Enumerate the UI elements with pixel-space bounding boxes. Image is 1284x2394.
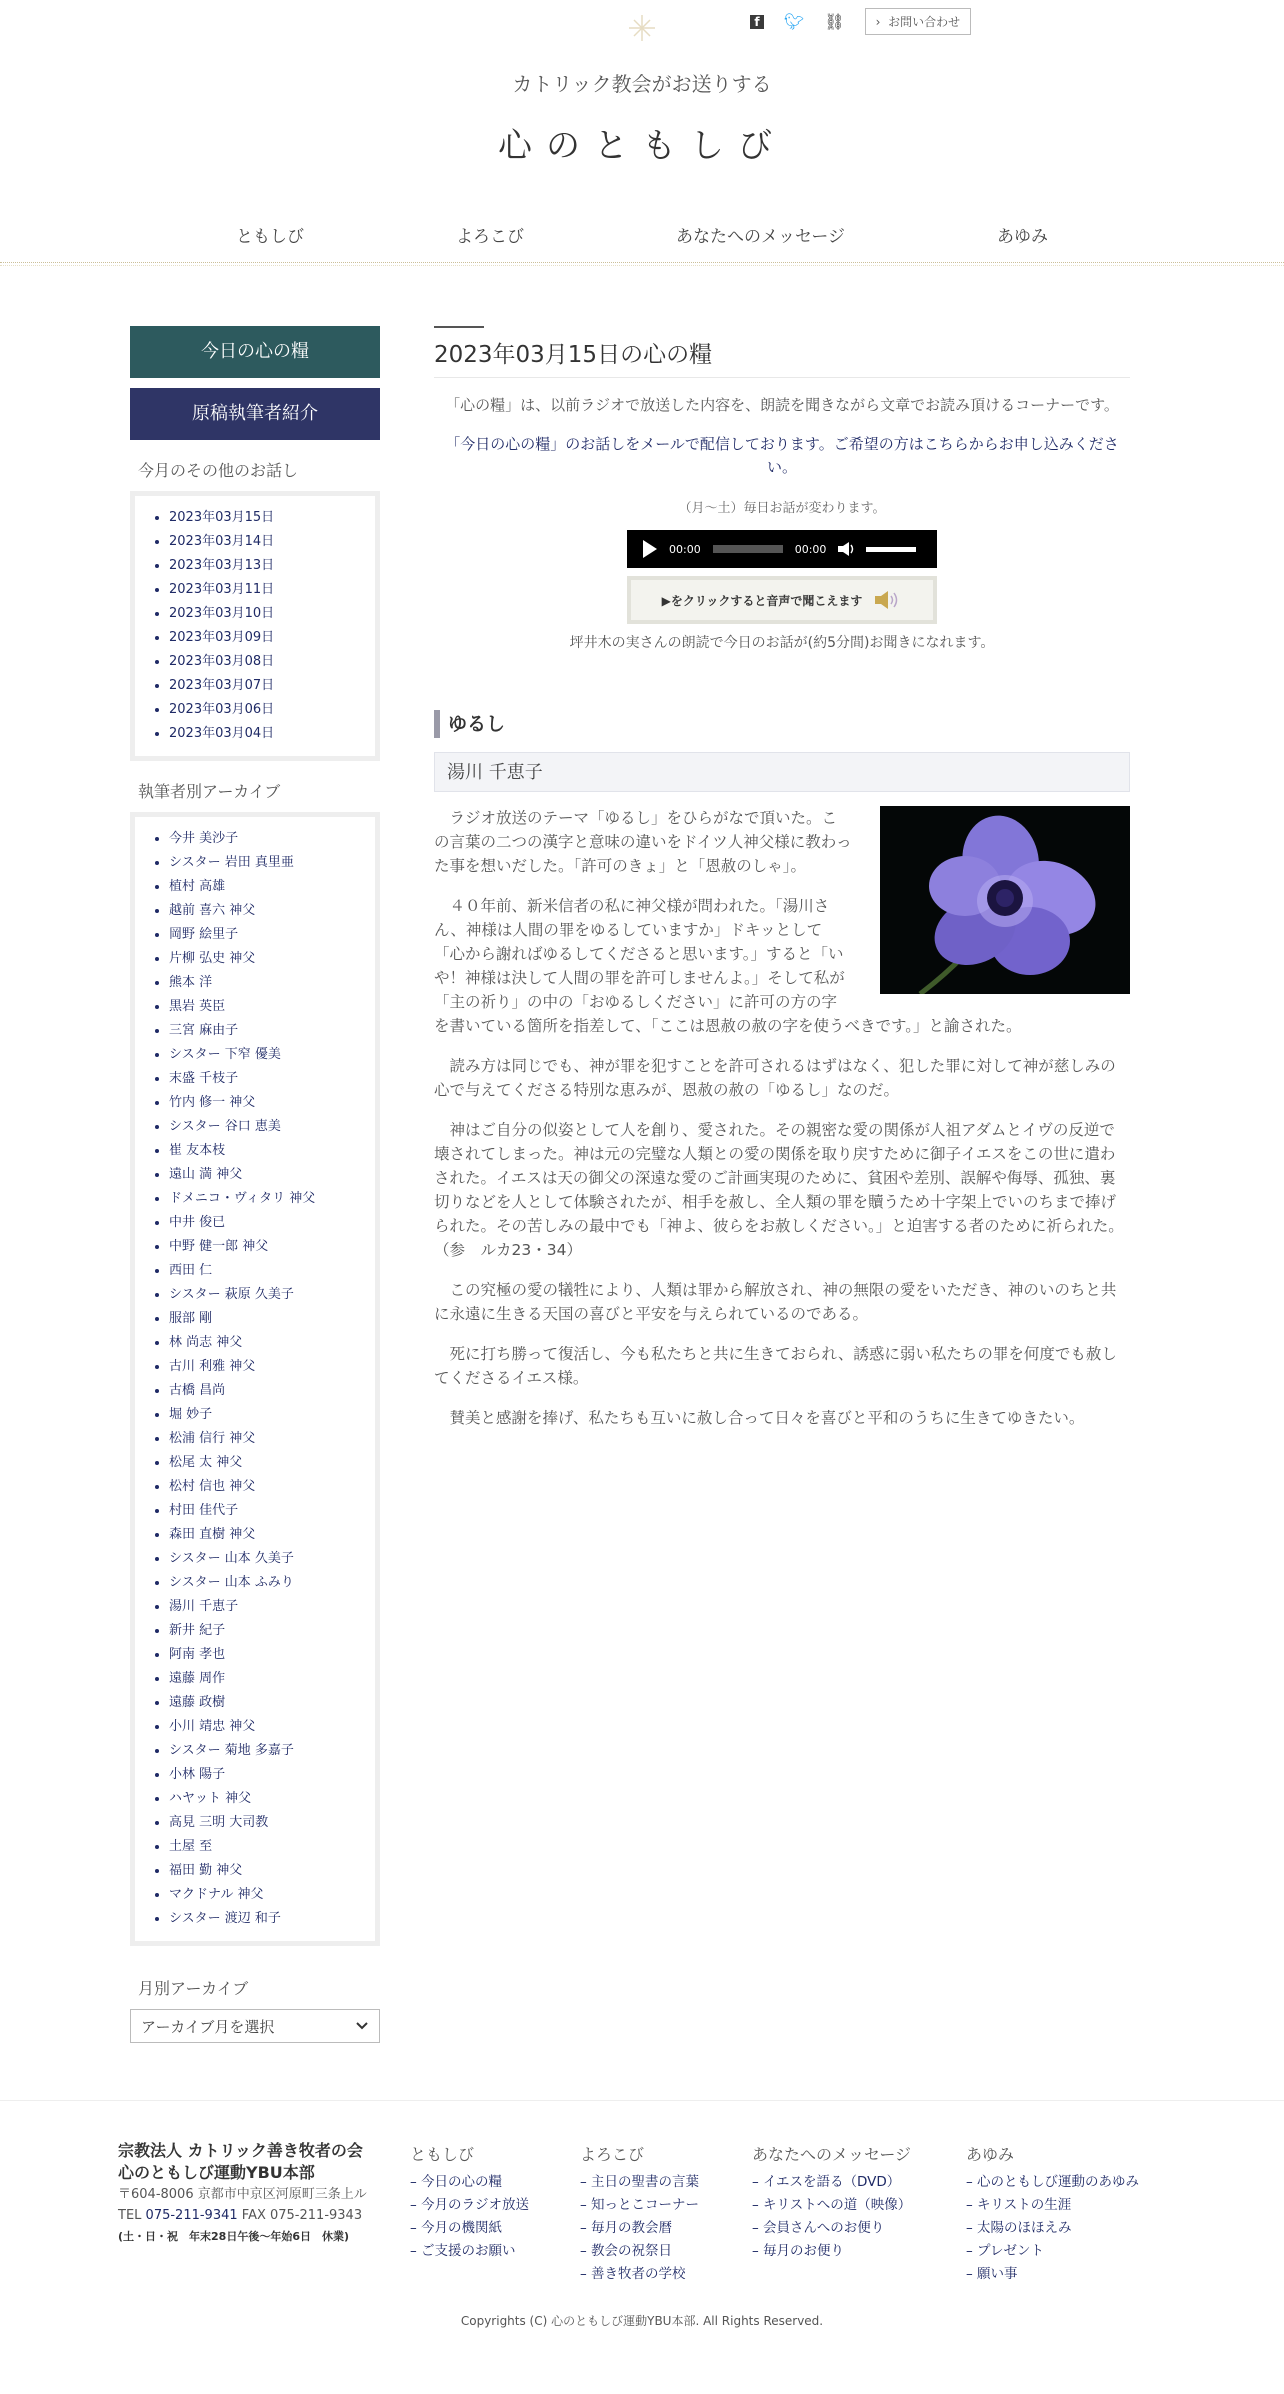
tel-link[interactable]: 075-211-9341 [145,2208,238,2223]
author-link[interactable]: • 中井 俊已 [169,1211,365,1235]
footer-link-label: 会員さんへのお便り [763,2220,885,2236]
mail-subscribe-link[interactable]: 「今日の心の糧」のお話しをメールで配信しております。ご希望の方はこちらからお申し込みください。 [445,435,1119,476]
dash-bullet: – [410,2243,422,2259]
author-link[interactable]: • 古川 利雅 神父 [169,1355,365,1379]
author-link[interactable]: • 竹内 修一 神父 [169,1091,365,1115]
article-paragraph: ラジオ放送のテーマ「ゆるし」をひらがなで頂いた。この言葉の二つの漢字と意味の違いをドイツ人神父様に教わった事を想いだした。「許可のきょ」と「恩赦のしゃ」。 [434,809,852,875]
anemone-photo [880,806,1130,994]
authors-intro-button[interactable]: 原稿執筆者紹介 [130,388,380,440]
author-link[interactable]: • 松尾 太 神父 [169,1451,365,1475]
title-rule [434,326,484,328]
dash-bullet: – [752,2220,764,2236]
twitter-icon[interactable]: 🐦︎ [784,12,805,31]
archive-select[interactable] [130,2009,380,2043]
date-link[interactable]: • 2023年03月07日 [169,674,365,698]
site-title[interactable]: 心のともしび [498,126,786,166]
footer-link-label: 心のともしび運動のあゆみ [977,2174,1140,2190]
date-link[interactable]: • 2023年03月11日 [169,578,365,602]
footer-column [410,2142,529,2263]
contact-label: お問い合わせ [888,15,961,29]
author-link[interactable]: • 植村 高雄 [169,875,365,899]
footer-link-label: 毎月の教会暦 [591,2220,673,2236]
author-link[interactable]: • シスター 山本 ふみり [169,1571,365,1595]
date-link[interactable]: • 2023年03月13日 [169,554,365,578]
section-title: ゆるし [434,710,1130,738]
footer-link[interactable] [752,2194,911,2217]
play-icon[interactable] [643,540,657,558]
author-link[interactable]: • 小林 陽子 [169,1763,365,1787]
author-link[interactable]: • 福田 勤 神父 [169,1859,365,1883]
top-bar [0,0,1284,40]
footer-link[interactable] [410,2240,529,2263]
author-link[interactable]: • 熊本 洋 [169,971,365,995]
footer-link[interactable] [410,2194,529,2217]
org-address: 〒604-8006 京都市中京区河原町三条上ル [118,2187,367,2202]
footer-link[interactable] [580,2217,699,2240]
footer-column-heading[interactable]: あなたへのメッセージ [752,2145,912,2164]
footer-column-heading[interactable]: よろこび [580,2145,645,2164]
nav-divider-2 [0,265,1284,266]
holiday-note: (土・日・祝 年末28日午後〜年始6日 休業) [118,2230,350,2243]
author-link[interactable]: • 湯川 千恵子 [169,1595,365,1619]
date-link[interactable]: • 2023年03月08日 [169,650,365,674]
link-icon[interactable]: ⛓︎ [824,12,845,31]
nav-divider [0,262,1284,263]
footer-link-label: 今月の機関紙 [421,2220,503,2236]
footer-link-label: 太陽のほほえみ [977,2220,1072,2236]
footer-link-label: 今月のラジオ放送 [421,2197,530,2213]
author-link[interactable]: • 土屋 至 [169,1835,365,1859]
footer-link-label: 教会の祝祭日 [591,2243,673,2259]
dash-bullet: – [580,2266,592,2282]
fax: FAX 075-211-9343 [241,2208,363,2223]
page-title: 2023年03月15日の心の糧 [434,336,1130,378]
dash-bullet: – [752,2243,764,2259]
progress-bar[interactable] [713,545,783,553]
org-tel [118,2205,388,2226]
site-subtitle: カトリック教会がお送りする [512,72,772,96]
dash-bullet: – [966,2174,978,2190]
author-link[interactable]: • 森田 直樹 神父 [169,1523,365,1547]
date-list-box [130,491,380,761]
volume-slider[interactable] [866,547,916,552]
author-link[interactable]: • シスター 山本 久美子 [169,1547,365,1571]
footer-column-heading[interactable]: あゆみ [966,2145,1015,2164]
footer-link[interactable] [410,2217,529,2240]
dash-bullet: – [410,2174,422,2190]
footer-link[interactable] [580,2240,699,2263]
date-link[interactable]: • 2023年03月09日 [169,626,365,650]
dash-bullet: – [580,2174,592,2190]
footer-link-label: キリストへの道（映像） [763,2197,912,2213]
article-paragraph: この究極の愛の犠牲により、人類は罪から解放され、神の無限の愛をいただき、神のいのちと共に永遠に生きる天国の喜びと平安を与えられているのである。 [434,1281,1117,1323]
schedule-note: （月～土）毎日お話が変わります。 [678,501,886,516]
article-paragraph: 神はご自分の似姿として人を創り、愛された。その親密な愛の関係が人祖アダムとイヴの反逆で壊されてしまった。神は元の完璧な人類との愛の関係を取り戻すために御子イエスをこの世に遣わされた。イエスは天の御父の深遠な愛のご計画実現のために、貧困や差別、誤解や侮辱、孤独、裏切りなどを人として体験されたが、相手を赦し、全人類の罪を贖うため十字架上でいのちまで捧げられた。その苦しみの最中でも「神よ、彼らをお赦しください。」と迫害する者のために祈られた。（参 ルカ23・34） [434,1121,1124,1259]
author-name: 湯川 千恵子 [434,752,1130,792]
author-link[interactable]: • 三宮 麻由子 [169,1019,365,1043]
author-link[interactable]: • 村田 佳代子 [169,1499,365,1523]
reader-note: 坪井木の実さんの朗読で今日のお話が(約5分間)お聞きになれます。 [569,635,995,651]
author-link[interactable]: • 遠山 満 神父 [169,1163,365,1187]
author-link[interactable]: • 崔 友本枝 [169,1139,365,1163]
footer-column [752,2142,911,2263]
footer-link-label: ご支援のお願い [421,2243,516,2259]
author-link[interactable]: • シスター 岩田 真里亜 [169,851,365,875]
author-link[interactable]: • 古橋 昌尚 [169,1379,365,1403]
main-content [434,326,1130,1446]
footer-link[interactable] [580,2194,699,2217]
footer-link[interactable] [752,2217,911,2240]
nav-tomoshibi[interactable]: ともしび [236,227,304,247]
month-heading: 今月のその他のお話し [138,461,299,480]
author-link[interactable]: • 堀 妙子 [169,1403,365,1427]
author-link[interactable]: • 高見 三明 大司教 [169,1811,365,1835]
footer-link[interactable] [966,2171,1139,2194]
dash-bullet: – [966,2243,978,2259]
author-link[interactable]: • 岡野 絵里子 [169,923,365,947]
duration: 00:00 [794,542,827,556]
tel-label: TEL [118,2208,142,2223]
article-paragraph: 賛美と感謝を捧げ、私たちも互いに赦し合って日々を喜びと平和のうちに生きてゆきたい。 [449,1409,1085,1427]
listen-hint-text: ▶をクリックすると音声で聞こえます [661,593,863,608]
author-link[interactable]: • シスター 渡辺 和子 [169,1907,365,1931]
author-link[interactable]: • 新井 紀子 [169,1619,365,1643]
footer-column [580,2142,699,2286]
author-link[interactable]: • 松浦 信行 神父 [169,1427,365,1451]
footer-link-label: プレゼント [977,2243,1045,2259]
author-link[interactable]: • 末盛 千枝子 [169,1067,365,1091]
footer-divider [0,2100,1284,2101]
nav-yorokobi[interactable]: よろこび [456,227,524,247]
author-link[interactable]: • シスター 谷口 恵美 [169,1115,365,1139]
article-paragraph: ４０年前、新米信者の私に神父様が問われた。「湯川さん、神様は人間の罪をゆるしていますか」ドキッとして「心から謝ればゆるしてくださると思います。」すると「いや！神様は決して人間の罪を許可しませんよ。」そして私が「主の祈り」の中の「おゆるしください」に許可の方の字を書いている箇所を指差して、「ここは恩赦の赦の字を使うべきです。」と諭された。 [434,897,1022,1035]
date-link[interactable]: • 2023年03月15日 [169,506,365,530]
org-subname: 心のともしび運動YBU本部 [118,2163,315,2182]
author-link[interactable]: • マクドナル 神父 [169,1883,365,1907]
author-link[interactable]: • 黒岩 英臣 [169,995,365,1019]
dash-bullet: – [410,2220,422,2236]
audio-player [627,530,937,568]
intro-text: 「心の糧」は、以前ラジオで放送した内容を、朗読を聞きながら文章でお読み頂けるコーナーです。 [445,396,1119,414]
dash-bullet: – [580,2243,592,2259]
footer-link[interactable] [752,2171,911,2194]
dash-bullet: – [752,2174,764,2190]
speaker-icon [872,588,902,612]
author-link[interactable]: • シスター 菊地 多嘉子 [169,1739,365,1763]
footer-org [118,2140,388,2248]
author-link[interactable]: • 越前 喜六 神父 [169,899,365,923]
dash-bullet: – [580,2197,592,2213]
date-link[interactable]: • 2023年03月04日 [169,722,365,746]
author-link[interactable]: • ハヤット 神父 [169,1787,365,1811]
author-link[interactable]: • 小川 靖忠 神父 [169,1715,365,1739]
chevron-down-icon [355,2021,369,2031]
author-link[interactable]: • 阿南 孝也 [169,1643,365,1667]
footer-link[interactable] [966,2194,1139,2217]
global-nav [0,222,1284,247]
author-list [135,827,365,1931]
footer-link-label: 願い事 [977,2266,1018,2282]
article-paragraph: 死に打ち勝って復活し、今も私たちと共に生きておられ、誘惑に弱い私たちの罪を何度でも赦してくださるイエス様。 [434,1345,1117,1387]
sidebar [130,326,380,2043]
footer-link-label: 善き牧者の学校 [591,2266,686,2282]
footer-link-label: 毎月のお便り [763,2243,845,2259]
contact-button[interactable]: › お問い合わせ [865,8,971,35]
org-name: 宗教法人 カトリック善き牧者の会 [118,2141,363,2160]
author-link[interactable]: • 今井 美沙子 [169,827,365,851]
date-link[interactable]: • 2023年03月14日 [169,530,365,554]
footer-column [966,2142,1139,2286]
date-list [135,506,365,746]
nav-ayumi[interactable]: あゆみ [996,227,1048,247]
copyright: Copyrights (C) 心のともしび運動YBU本部. All Rights Reserved. [460,2314,824,2328]
author-link[interactable]: • 遠藤 周作 [169,1667,365,1691]
author-link[interactable]: • 松村 信也 神父 [169,1475,365,1499]
footer-link[interactable] [580,2263,699,2286]
today-button[interactable]: 今日の心の糧 [130,326,380,378]
facebook-icon[interactable]: f [750,15,764,29]
listen-hint-banner [627,576,937,624]
authors-heading: 執筆者別アーカイブ [138,782,281,801]
social-links [750,8,971,35]
footer-link[interactable] [966,2240,1139,2263]
author-link[interactable]: • ドメニコ・ヴィタリ 神父 [169,1187,365,1211]
dash-bullet: – [966,2266,978,2282]
volume-icon[interactable] [838,542,854,556]
author-link[interactable]: • シスター 萩原 久美子 [169,1283,365,1307]
footer-link-label: キリストの生涯 [977,2197,1072,2213]
footer-link[interactable] [410,2171,529,2194]
star-logo-icon [628,14,656,42]
archive-select-value: アーカイブ月を選択 [141,2017,275,2036]
dash-bullet: – [966,2220,978,2236]
dash-bullet: – [580,2220,592,2236]
article-body [434,806,1130,1430]
footer-column-heading[interactable]: ともしび [410,2145,475,2164]
date-link[interactable]: • 2023年03月06日 [169,698,365,722]
author-link[interactable]: • シスター 下窄 優美 [169,1043,365,1067]
nav-message[interactable]: あなたへのメッセージ [676,227,845,247]
archive-heading: 月別アーカイブ [138,1979,249,1998]
dash-bullet: – [410,2197,422,2213]
author-link[interactable]: • 中野 健一郎 神父 [169,1235,365,1259]
footer-link-label: 今日の心の糧 [421,2174,503,2190]
dash-bullet: – [752,2197,764,2213]
dash-bullet: – [966,2197,978,2213]
author-link[interactable]: • 林 尚志 神父 [169,1331,365,1355]
date-link[interactable]: • 2023年03月10日 [169,602,365,626]
footer-link-label: 知っとこコーナー [591,2197,700,2213]
footer-link[interactable] [966,2217,1139,2240]
author-link[interactable]: • 遠藤 政樹 [169,1691,365,1715]
author-link[interactable]: • 西田 仁 [169,1259,365,1283]
author-link[interactable]: • 片柳 弘史 神父 [169,947,365,971]
article-paragraph: 読み方は同じでも、神が罪を犯すことを許可されるはずはなく、犯した罪に対して神が慈しみの心で与えてくださる特別な恵みが、恩赦の赦の「ゆるし」なのだ。 [434,1057,1116,1099]
footer-link[interactable] [966,2263,1139,2286]
footer-link[interactable] [752,2240,911,2263]
author-link[interactable]: • 服部 剛 [169,1307,365,1331]
author-list-box [130,812,380,1946]
footer-link[interactable] [580,2171,699,2194]
current-time: 00:00 [669,542,701,556]
footer-link-label: 主日の聖書の言葉 [591,2174,700,2190]
footer-link-label: イエスを語る（DVD） [763,2174,901,2190]
